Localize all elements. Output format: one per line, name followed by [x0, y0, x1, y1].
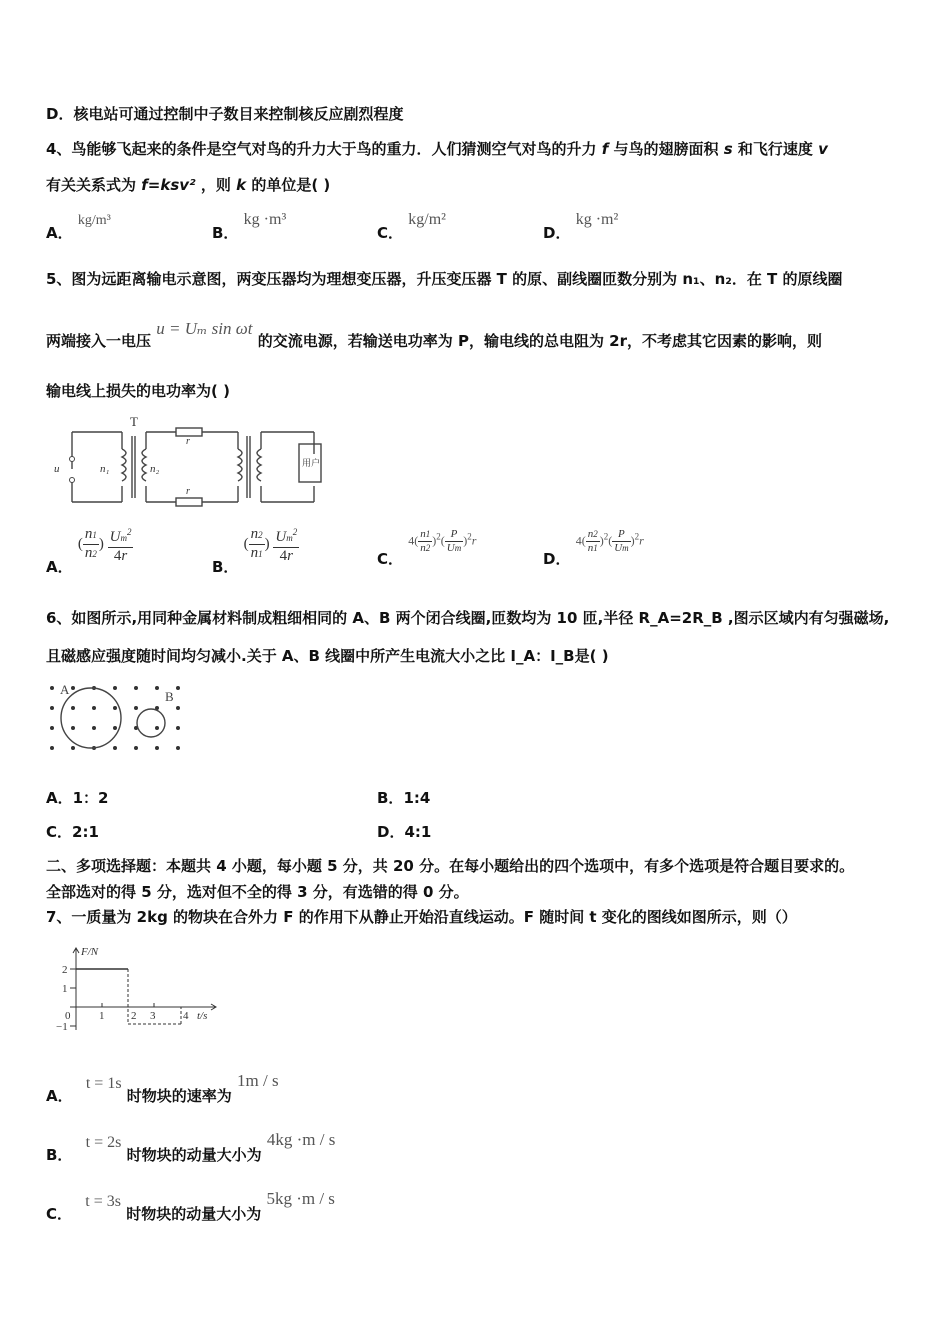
option-label: D． — [377, 823, 405, 841]
field-dot — [176, 726, 180, 730]
field-dot — [71, 726, 75, 730]
q5-stem-line1: 5、图为远距离输电示意图，两变压器均为理想变压器，升压变压器 T 的原、副线圈匝数分别为 n₁、n₂．在 T 的原线圈 — [46, 270, 843, 288]
graph-xtick: 2 — [131, 1010, 137, 1022]
graph-ytick: 2 — [62, 964, 68, 976]
q7-option-c[interactable] — [46, 1189, 335, 1223]
field-dot — [71, 746, 75, 750]
graph-ytick: 1 — [62, 983, 68, 995]
option-label: A． — [46, 1087, 73, 1105]
field-dot — [113, 686, 117, 690]
option-label: A． — [46, 557, 73, 576]
label-n1: n₁ — [100, 463, 110, 475]
q4-text: 4、鸟能够飞起来的条件是空气对鸟的升力大于鸟的重力．人们猜测空气对鸟的升力 — [46, 140, 597, 158]
option-math: kg ·m² — [575, 211, 619, 228]
field-dot — [113, 746, 117, 750]
q5-stem-line3: 输电线上损失的电功率为( ) — [46, 382, 230, 400]
q6-coil-diagram — [46, 676, 181, 756]
field-dot — [176, 746, 180, 750]
option-condition: t = 3s — [85, 1193, 121, 1210]
q7-stem: 7、一质量为 2kg 的物块在合外力 F 的作用下从静止开始沿直线运动。F 随时间 t 变化的图线如图所示，则（） — [46, 908, 797, 926]
field-dot — [155, 726, 159, 730]
option-text: 时物块的速率为 — [126, 1087, 232, 1105]
option-value: 4kg ·m / s — [266, 1130, 336, 1149]
q4-text: ，则 — [200, 176, 231, 194]
option-text: 时物块的动量大小为 — [126, 1146, 262, 1164]
field-dot — [50, 746, 54, 750]
q4-var-k: k — [236, 176, 247, 194]
q4-var-s: s — [723, 140, 733, 158]
option-math: kg ·m³ — [243, 211, 287, 228]
section2-heading-line1: 二、多项选择题：本题共 4 小题，每小题 5 分，共 20 分。在每小题给出的四个选项中，有多个选项是符合题目要求的。 — [46, 857, 855, 875]
q7-option-b[interactable] — [46, 1130, 336, 1164]
graph-xlabel: t/s — [197, 1010, 208, 1022]
option-math: 4( $\frac{n1}{n2}$ )$^2$( $\frac{P}{Um}$ )$^2$r — [408, 528, 477, 554]
label-coil-a: A — [60, 682, 70, 697]
field-dot — [134, 706, 138, 710]
field-dot — [92, 706, 96, 710]
option-math: 4( $\frac{n2}{n1}$ )$^2$( $\frac{P}{Um}$ )$^2$r — [575, 528, 644, 554]
q5-option-c[interactable] — [377, 520, 477, 569]
field-dot — [50, 686, 54, 690]
option-label: B． — [46, 1146, 73, 1164]
graph-ylabel: F/N — [81, 946, 99, 958]
option-condition: t = 1s — [85, 1075, 122, 1092]
q4-text: 的单位是( ) — [251, 176, 331, 194]
option-label: A． — [46, 789, 73, 807]
q4-option-d[interactable] — [543, 208, 619, 242]
q6-option-b[interactable] — [377, 787, 430, 808]
field-dot — [50, 706, 54, 710]
q5-transmission-diagram — [46, 414, 331, 514]
q4-var-v: v — [818, 140, 828, 158]
q4-stem-line2 — [46, 174, 330, 195]
graph-ytick: −1 — [56, 1021, 68, 1033]
option-label: B． — [212, 224, 239, 242]
option-value: 1m / s — [237, 1071, 279, 1090]
option-text: 时物块的动量大小为 — [126, 1205, 262, 1223]
graph-ytick: 0 — [65, 1010, 71, 1022]
field-dot — [134, 686, 138, 690]
field-dot — [50, 726, 54, 730]
option-text: 1:4 — [403, 789, 431, 807]
option-label: B． — [377, 789, 404, 807]
q4-option-a[interactable] — [46, 208, 111, 242]
field-dot — [71, 686, 75, 690]
graph-xtick: 3 — [150, 1010, 156, 1022]
q7-option-a[interactable] — [46, 1071, 279, 1105]
section2-heading-line2: 全部选对的得 5 分，选对但不全的得 3 分，有选错的得 0 分。 — [46, 883, 469, 901]
q6-option-c[interactable] — [46, 821, 99, 842]
label-r-top: r — [186, 436, 190, 447]
option-value: 5kg ·m / s — [266, 1189, 335, 1208]
option-label: C． — [377, 550, 404, 569]
q5-text: 的交流电源，若输送电功率为 P，输电线的总电阻为 2r，不考虑其它因素的影响，则 — [257, 332, 823, 350]
graph-xtick: 1 — [99, 1010, 105, 1022]
option-label: C． — [377, 224, 404, 242]
label-r-bottom: r — [186, 486, 190, 497]
option-label: C． — [46, 823, 73, 841]
q4-option-c[interactable] — [377, 208, 446, 242]
field-dot — [176, 706, 180, 710]
q5-option-b[interactable] — [212, 520, 299, 576]
q4-var-f: f — [601, 140, 609, 158]
q5-stem-line2 — [46, 319, 823, 351]
q5-text: 两端接入一电压 — [46, 332, 152, 350]
label-u: u — [54, 463, 60, 475]
label-coil-b: B — [165, 689, 174, 704]
field-dot — [155, 686, 159, 690]
field-dot — [71, 706, 75, 710]
option-text: 2:1 — [72, 823, 99, 841]
option-label: C． — [46, 1205, 73, 1223]
option-label: A． — [46, 224, 73, 242]
q6-option-a[interactable] — [46, 787, 108, 808]
label-T: T — [130, 414, 138, 429]
graph-xtick: 4 — [183, 1010, 189, 1022]
option-text: 4:1 — [404, 823, 432, 841]
q4-text: 和飞行速度 — [737, 140, 813, 158]
q4-option-b[interactable] — [212, 208, 287, 242]
option-label: D． — [543, 550, 571, 569]
q6-stem-line1: 6、如图所示,用同种金属材料制成粗细相同的 A、B 两个闭合线圈,匝数均为 10 匝,半径 R_A=2R_B ,图示区域内有匀强磁场, — [46, 609, 890, 627]
option-label: B． — [212, 557, 239, 576]
q4-text: 与鸟的翅膀面积 — [613, 140, 719, 158]
label-n2: n₂ — [150, 463, 160, 475]
q5-option-a[interactable] — [46, 520, 133, 576]
option-math: ( $\frac{n2}{n1}$ ) $\frac{Um^2}{4r}$ — [243, 526, 298, 564]
q3-option-d: D．核电站可通过控制中子数目来控制核反应剧烈程度 — [46, 105, 404, 123]
option-text: 1：2 — [72, 789, 109, 807]
option-condition: t = 2s — [85, 1134, 122, 1151]
option-math: kg/m² — [408, 211, 446, 228]
field-dot — [113, 706, 117, 710]
q6-option-d[interactable] — [377, 821, 431, 842]
q4-text: 有关关系式为 — [46, 176, 137, 194]
label-user: 用户 — [302, 459, 321, 469]
field-dot — [176, 686, 180, 690]
option-label: D． — [543, 224, 571, 242]
q4-stem-line1 — [46, 138, 828, 159]
q4-formula: f=ksv² — [141, 176, 196, 194]
q7-force-time-graph — [56, 940, 226, 1040]
field-dot — [134, 746, 138, 750]
field-dot — [155, 746, 159, 750]
q5-voltage-formula: u = Uₘ sin ωt — [156, 319, 253, 338]
field-dot — [92, 726, 96, 730]
option-math: kg/m³ — [77, 213, 111, 228]
option-math: ( $\frac{n1}{n2}$ ) $\frac{Um^2}{4r}$ — [77, 526, 132, 564]
q6-stem-line2: 且磁感应强度随时间均匀减小.关于 A、B 线圈中所产生电流大小之比 I_A：I_B是( ) — [46, 647, 609, 665]
q5-option-d[interactable] — [543, 520, 644, 569]
field-dot — [113, 726, 117, 730]
